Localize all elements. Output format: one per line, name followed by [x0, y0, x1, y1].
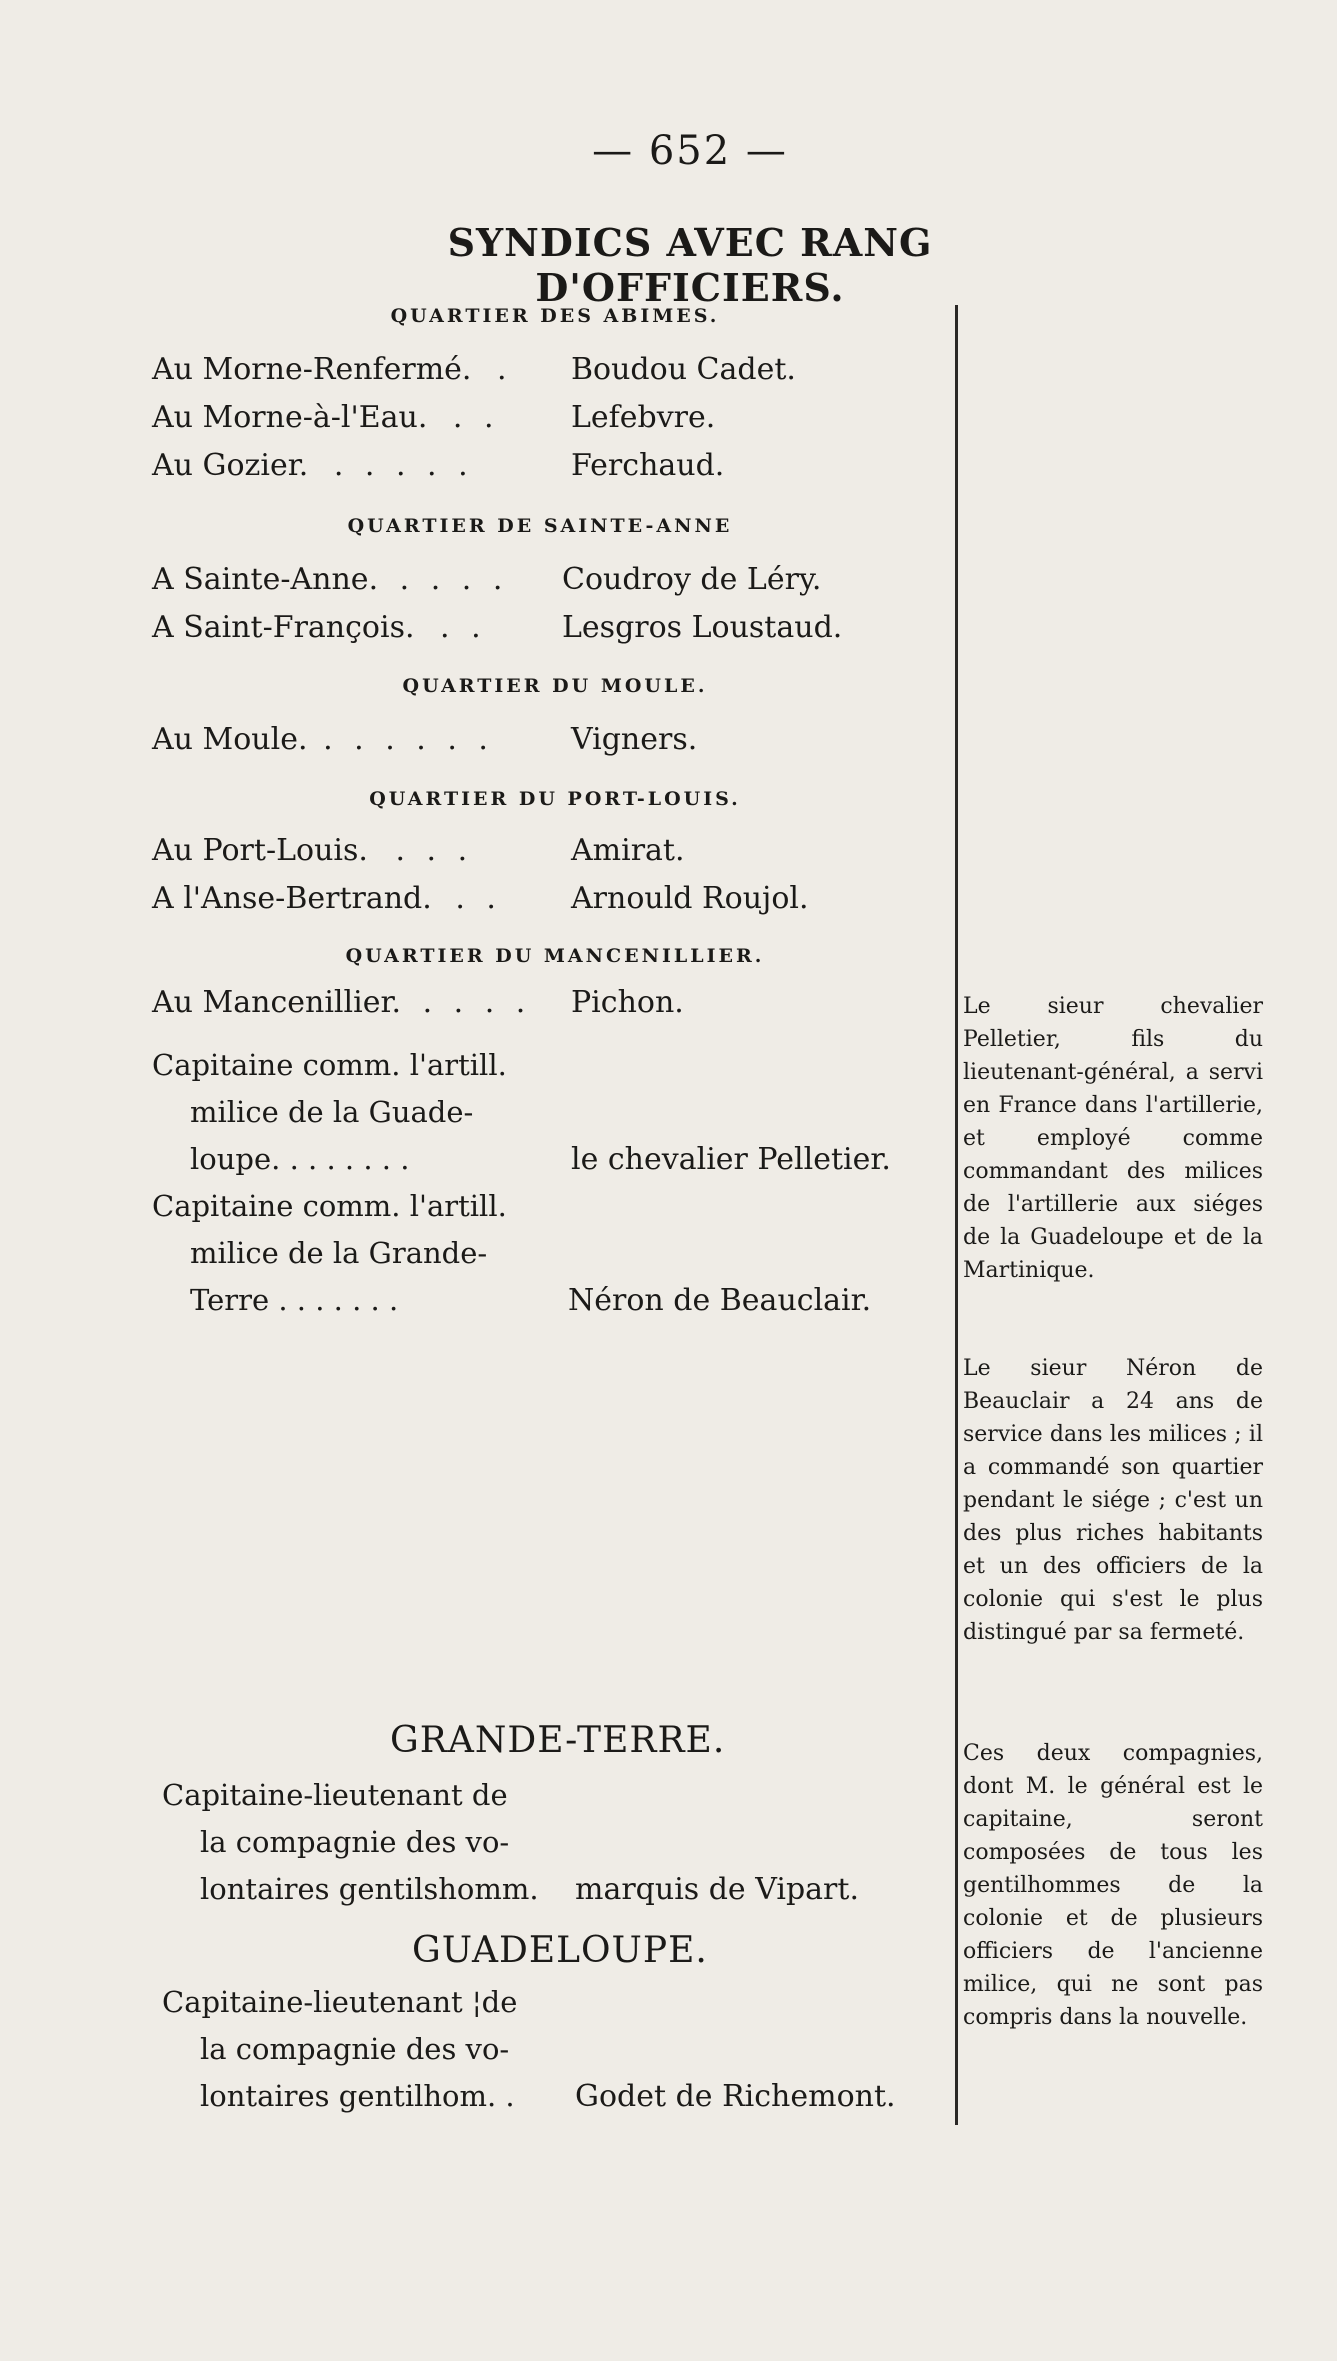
page-title: SYNDICS AVEC RANG D'OFFICIERS. [447, 220, 933, 310]
officer-name: le chevalier Pelletier. [571, 1142, 891, 1177]
leader-dots: . . . . [399, 562, 509, 597]
place-label: Au Morne-à-l'Eau. [152, 400, 428, 435]
entry-line: lontaires gentilhom. . [200, 2079, 515, 2113]
entry-line: lontaires gentilshomm. [200, 1872, 539, 1906]
place-label: A Sainte-Anne. [152, 562, 379, 597]
syndic-row [152, 881, 502, 916]
syndic-name: Ferchaud. [571, 448, 725, 483]
syndic-row [152, 985, 531, 1020]
side-note: Le sieur chevalier Pelletier, fils du lieutenant-général, a servi en France dans l'artillerie, et employé comme commandant des milices de l'artillerie aux siéges de la Guadeloupe et de la Martinique. [963, 994, 1263, 1283]
quartier-heading: QUARTIER DES ABIMES. [390, 305, 720, 327]
side-note: Le sieur Néron de Beauclair a 24 ans de service dans les milices ; il a commandé son quartier pendant le siége ; c'est un des plus riches habitants et un des officiers de la colonie qui s'est le plus distingué par sa fermeté. [963, 1356, 1263, 1645]
syndic-name: Lesgros Loustaud. [562, 610, 843, 645]
quartier-heading: QUARTIER DU PORT-LOUIS. [369, 788, 741, 810]
leader-dots: . . . . [422, 985, 532, 1020]
quartier-heading: QUARTIER DU MOULE. [402, 675, 708, 697]
leader-dots: . . [440, 610, 487, 645]
section-heading: GUADELOUPE. [412, 1930, 708, 1971]
syndic-name: Lefebvre. [571, 400, 716, 435]
entry-line: loupe. . . . . . . . [190, 1142, 410, 1176]
entry-line: milice de la Grande- [190, 1236, 488, 1270]
entry-line: Terre . . . . . . . [190, 1283, 399, 1317]
syndic-name: Pichon. [571, 985, 684, 1020]
leader-dots: . . [452, 400, 500, 435]
place-label: Au Morne-Renfermé. [152, 352, 472, 387]
syndic-row [152, 352, 513, 387]
page-number: — 652 — [592, 128, 788, 174]
section-heading: GRANDE-TERRE. [390, 1720, 726, 1761]
syndic-row [152, 400, 500, 435]
officer-name: marquis de Vipart. [575, 1872, 859, 1907]
leader-dots: . [497, 352, 513, 387]
syndic-name: Boudou Cadet. [571, 352, 796, 387]
syndic-row [152, 610, 487, 645]
place-label: Au Mancenillier. [152, 985, 402, 1020]
place-label: Au Port-Louis. [152, 833, 368, 868]
place-label: Au Gozier. [152, 448, 309, 483]
leader-dots: . . . . . [333, 448, 474, 483]
leader-dots: . . . [395, 833, 474, 868]
place-label: A Saint-François. [152, 610, 415, 645]
officer-name: Godet de Richemont. [575, 2079, 896, 2114]
side-note: Ces deux compagnies, dont M. le général est le capitaine, seront composées de tous les gentilhommes de la colonie et de plusieurs officiers de l'ancienne milice, qui ne sont pas compris dans la nouvelle. [963, 1741, 1263, 2030]
leader-dots: . . . . . . [323, 722, 494, 757]
quartier-heading: QUARTIER DU MANCENILLIER. [345, 945, 765, 967]
entry-line: Capitaine comm. l'artill. [152, 1189, 507, 1223]
place-label: Au Moule. [152, 722, 308, 757]
entry-line: la compagnie des vo- [200, 1825, 510, 1859]
syndic-row [152, 833, 473, 868]
syndic-row [152, 722, 494, 757]
entry-line: milice de la Guade- [190, 1095, 474, 1129]
officer-name: Néron de Beauclair. [568, 1283, 872, 1318]
syndic-name: Arnould Roujol. [571, 881, 809, 916]
syndic-row [152, 448, 474, 483]
syndic-name: Coudroy de Léry. [562, 562, 822, 597]
entry-line: la compagnie des vo- [200, 2032, 510, 2066]
quartier-heading: QUARTIER DE SAINTE-ANNE [347, 515, 733, 537]
leader-dots: . . [455, 881, 502, 916]
syndic-row [152, 562, 508, 597]
place-label: A l'Anse-Bertrand. [152, 881, 432, 916]
entry-line: Capitaine-lieutenant ¦de [162, 1985, 518, 2019]
entry-line: Capitaine comm. l'artill. [152, 1048, 507, 1082]
entry-line: Capitaine-lieutenant de [162, 1778, 508, 1812]
syndic-name: Amirat. [571, 833, 685, 868]
column-rule [955, 305, 958, 2125]
syndic-name: Vigners. [571, 722, 698, 757]
